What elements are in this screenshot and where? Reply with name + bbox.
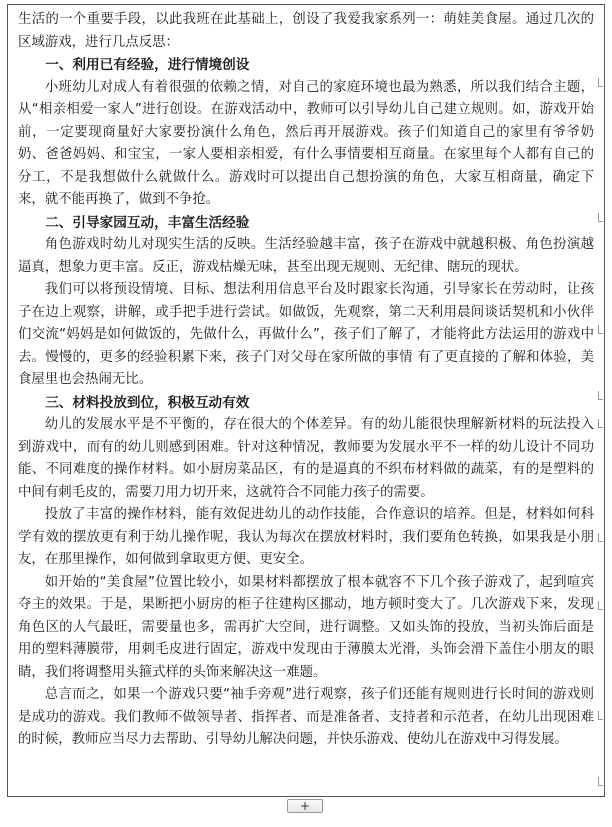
paragraph-mark-icon [598, 391, 603, 400]
paragraph: 如开始的“美食屋”位置比较小，如果材料都摆放了根本就容不下几个孩子游戏了，起到喧宾夺主的效果。于是，果断把小厨房的柜子往建构区挪动，地方顿时变大了。几次游戏下来，发现角色区的人气最旺，需要量也多，需再扩大空间，进行调整。又如头饰的投放，当初头饰后面是用的塑料薄膜带，用刺毛皮进行固定，游戏中发现由于薄膜太光滑，头饰会滑下盖住小朋友的眼睛，我们将调整用头箍式样的头饰来解决这一难题。 [18, 574, 594, 680]
add-row-button[interactable]: + [287, 799, 323, 813]
paragraph: 总言而之，如果一个游戏只要“袖手旁观”进行观察，孩子们还能有规则进行长时间的游戏则是成功的游戏。我们教师不做领导者、指挥者、而是准备者、支持者和示范者，在幼儿出现困难的时候，教师应当尽力去帮助、引导幼儿解决问题，并快乐游戏、使幼儿在游戏中习得发展。 [18, 687, 594, 747]
paragraph: 我们可以将预设情境、目标、想法利用信息平台及时跟家长沟通，引导家长在劳动时，让孩子在边上观察，讲解，或手把手进行尝试。如做饭，先观察，第二天利用晨间谈话契机和小伙伴们交流“妈妈是如何做饭的，先做什么，再做什么”，孩子们了解了，才能将此方法运用的游戏中去。慢慢的，更多的经验积累下来，孩子门对父母在家所做的事情 有了更直接的了解和体验，美食屋里也会热闹无比。 [18, 282, 594, 387]
paragraph-mark-icon [598, 78, 603, 87]
section-heading-3: 三、材料投放到位，积极互动有效 [45, 394, 250, 411]
section-heading-1: 一、利用已有经验，进行情境创设 [45, 57, 250, 73]
paragraph-mark-icon [598, 711, 603, 720]
paragraph: 角色游戏时幼儿对现实生活的反映。生活经验越丰富，孩子在游戏中就越积极、角色扮演越逼真，想象力更丰富。反正，游戏枯燥无味，甚至出现无规则、无纪律、瞎玩的现状。 [18, 237, 594, 275]
paragraph: 小班幼儿对成人有着很强的依赖之情，对自己的家庭环境也最为熟悉，所以我们结合主题，从“相亲相爱一家人”进行创设。在游戏活动中，教师可以引导幼儿自己建立规则。如，游戏开始前，一定要现商量好大家要扮演什么角色，然后再开展游戏。孩子们知道自己的家里有爷爷奶奶、爸爸妈妈、和宝宝，一家人要相亲相爱，有什么事情要相互商量。在家里每个人都有自己的分工，不是我想做什么就做什么。游戏时可以提出自己想扮演的角色，大家互相商量，确定下来，就不能再换了，做到不争抢。 [18, 79, 594, 207]
paragraph-mark-icon [598, 419, 603, 428]
document-body [18, 9, 594, 752]
paragraph-mark-icon [598, 325, 603, 334]
paragraph-mark-icon [598, 213, 603, 222]
paragraph: 幼儿的发展水平是不平衡的，存在很大的个体差异。有的幼儿能很快理解新材料的玩法投入到游戏中，而有的幼儿则感到困难。针对这种情况，教师要为发展水平不一样的幼儿设计不同功能、不同难度的操作材料。如小厨房菜品区，有的是逼真的不织布材料做的蔬菜，有的是塑料的中间有刺毛皮的，需要刀用力切开来，这就符合不同能力孩子的需要。 [18, 417, 594, 500]
paragraph-mark-icon [598, 533, 603, 542]
document-page [7, 4, 605, 797]
section-heading-2: 二、引导家园互动，丰富生活经验 [45, 214, 250, 231]
paragraph: 投放了丰富的操作材料，能有效促进幼儿的动作技能，合作意识的培养。但是，材料如何科学有效的摆放更有利于幼儿操作呢，我认为每次在摆放材料时，我们要角色转换，如果我是小朋友，在那里操作，如何做到拿取更方便、更安全。 [18, 507, 594, 567]
opening-paragraph: 生活的一个重要手段，以此我班在此基础上，创设了我爱我家系列一：萌娃美食屋。通过几次的区域游戏，进行几点反思： [18, 12, 594, 50]
paragraph-mark-icon [598, 601, 603, 610]
paragraph-mark-icon [598, 777, 603, 786]
